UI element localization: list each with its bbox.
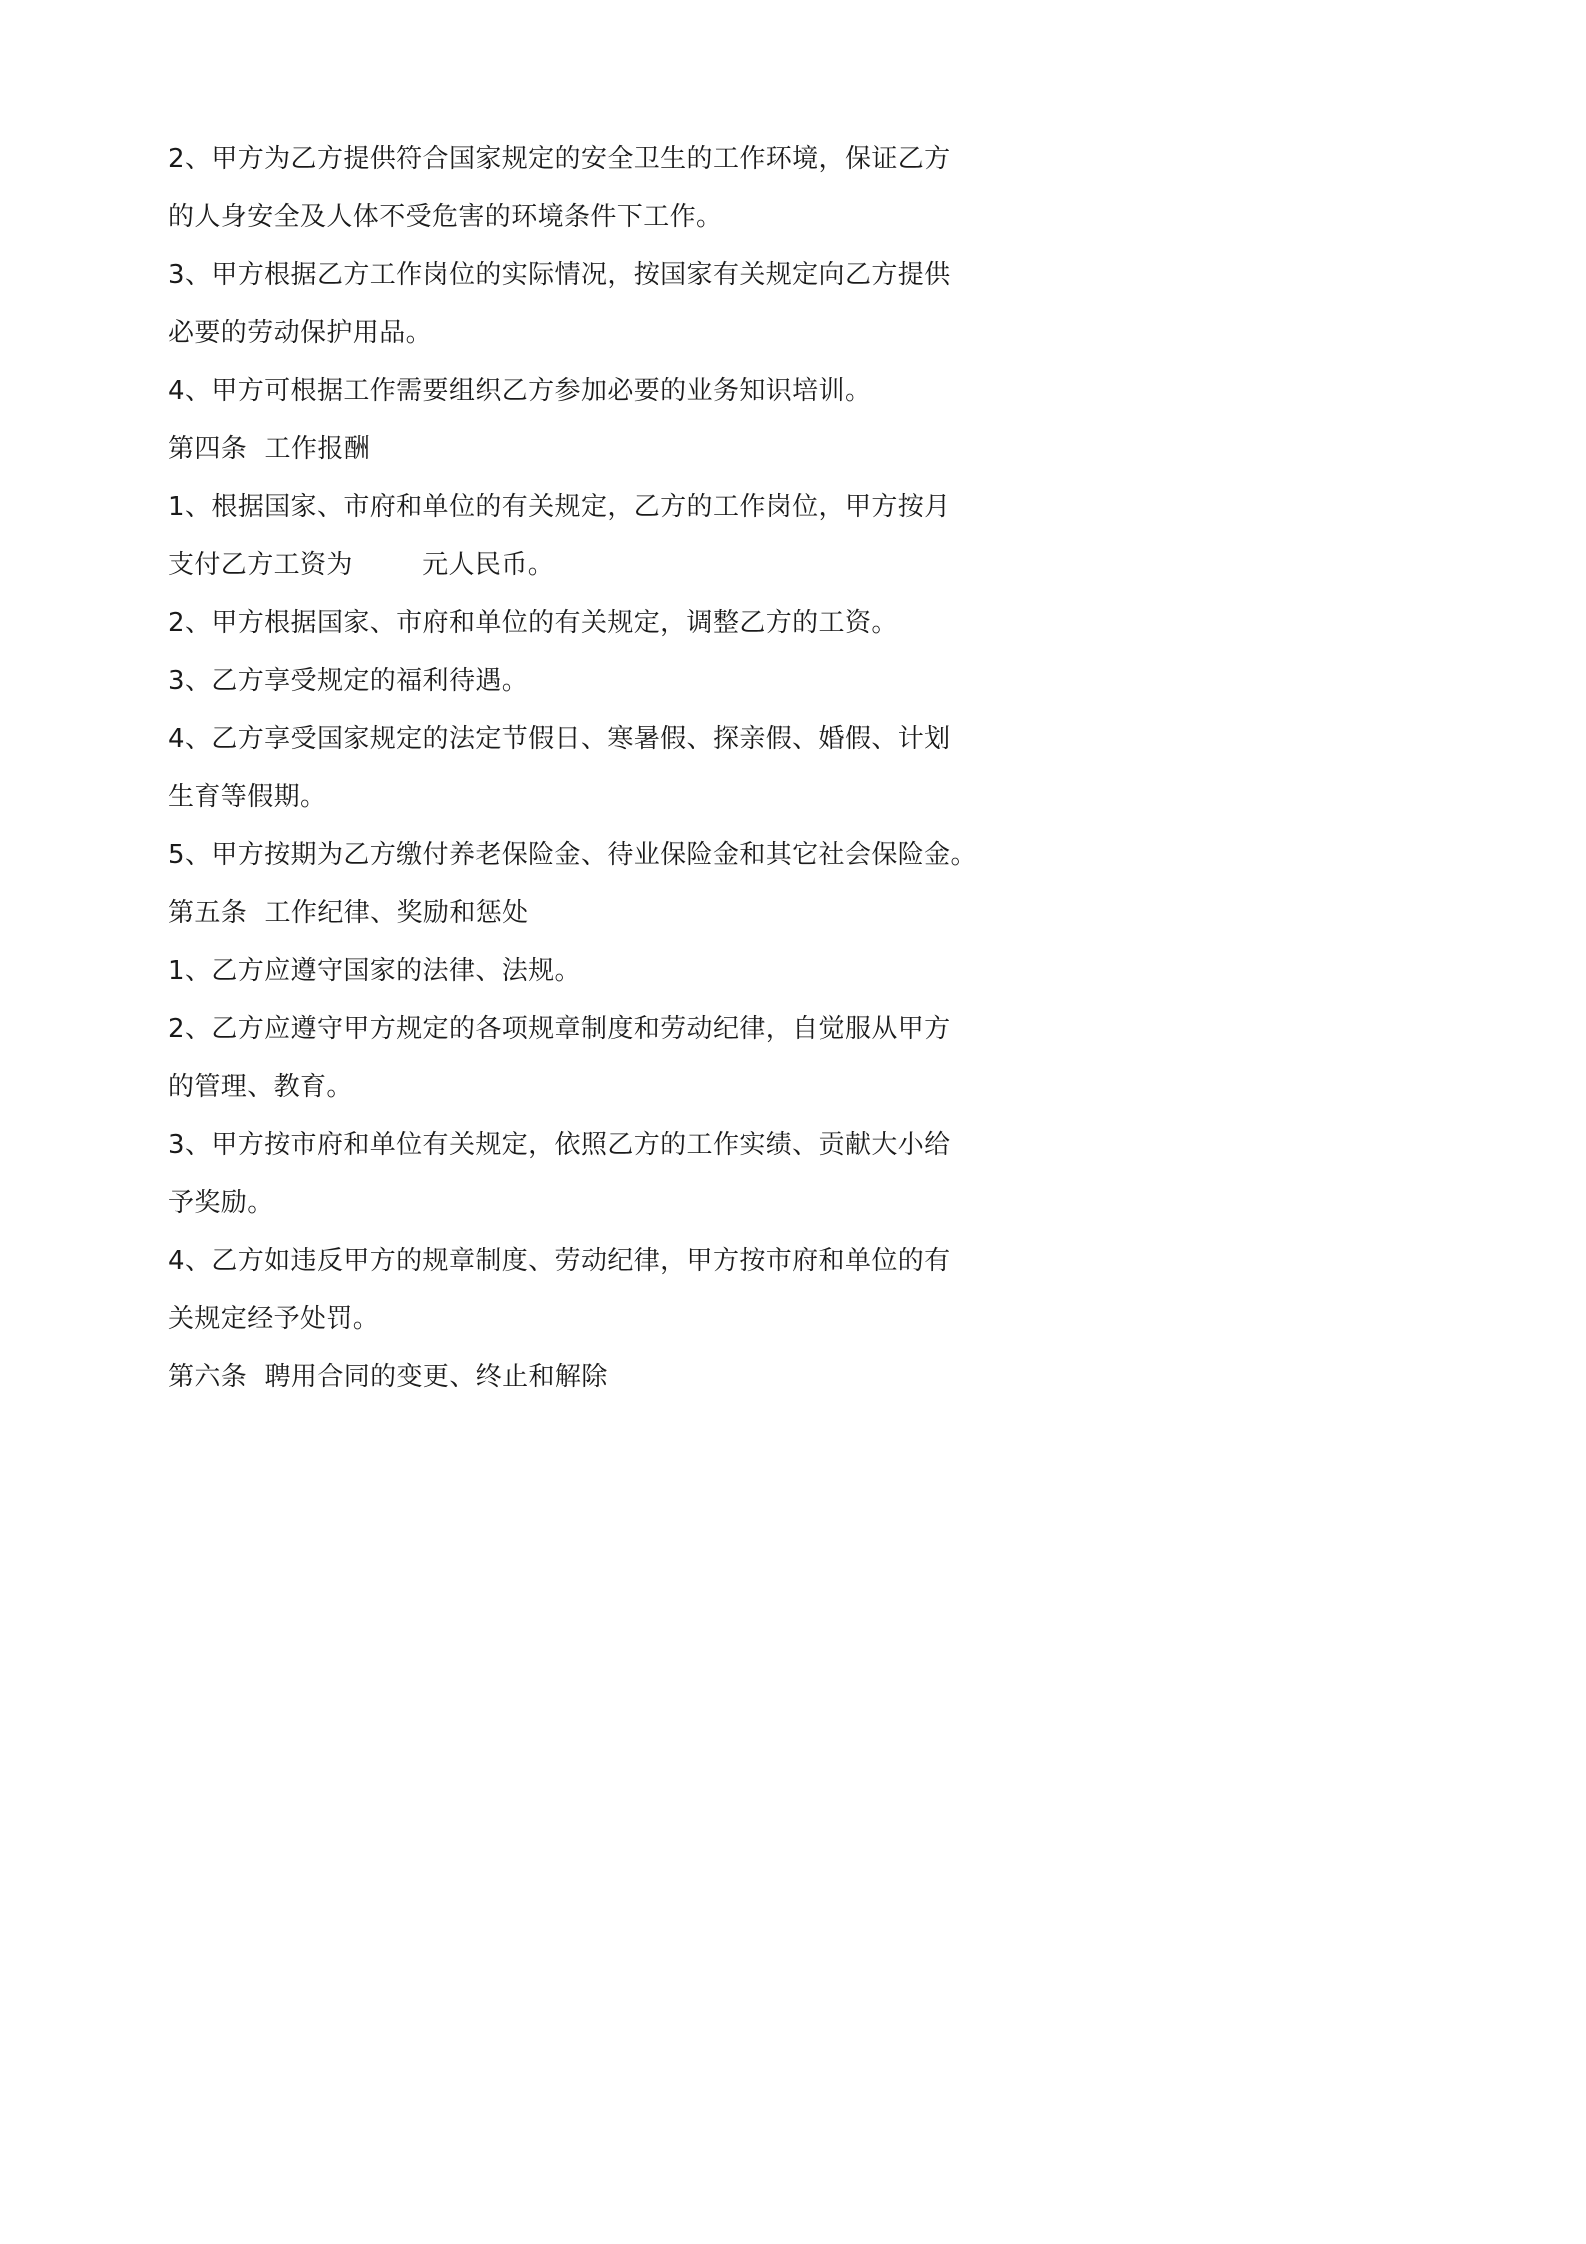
clause-4-item-4-line-2: 生育等假期。: [168, 782, 327, 812]
clause-4-item-5: 5、甲方按期为乙方缴付养老保险金、待业保险金和其它社会保险金。: [168, 840, 977, 870]
clause-6-heading: 第六条 聘用合同的变更、终止和解除: [168, 1362, 608, 1392]
clause-5-item-4-line-1: 4、乙方如违反甲方的规章制度、劳动纪律，甲方按市府和单位的有: [168, 1246, 951, 1276]
clause-3-item-4: 4、甲方可根据工作需要组织乙方参加必要的业务知识培训。: [168, 376, 872, 406]
clause-3-item-2-line-2: 的人身安全及人体不受危害的环境条件下工作。: [168, 202, 723, 232]
clause-4-item-1-line-2: 支付乙方工资为 元人民币。: [168, 550, 555, 580]
clause-4-item-4-line-1: 4、乙方享受国家规定的法定节假日、寒暑假、探亲假、婚假、计划: [168, 724, 951, 754]
clause-5-heading: 第五条 工作纪律、奖励和惩处: [168, 898, 529, 928]
clause-3-item-2-line-1: 2、甲方为乙方提供符合国家规定的安全卫生的工作环境，保证乙方: [168, 144, 951, 174]
clause-4-item-1-line-1: 1、根据国家、市府和单位的有关规定，乙方的工作岗位，甲方按月: [168, 492, 951, 522]
clause-5-item-4-line-2: 关规定经予处罚。: [168, 1304, 380, 1334]
clause-5-item-1: 1、乙方应遵守国家的法律、法规。: [168, 956, 581, 986]
clause-5-item-2-line-1: 2、乙方应遵守甲方规定的各项规章制度和劳动纪律，自觉服从甲方: [168, 1014, 951, 1044]
clause-5-item-2-line-2: 的管理、教育。: [168, 1072, 353, 1102]
clause-5-item-3-line-1: 3、甲方按市府和单位有关规定，依照乙方的工作实绩、贡献大小给: [168, 1130, 951, 1160]
clause-5-item-3-line-2: 予奖励。: [168, 1188, 274, 1218]
clause-3-item-3-line-2: 必要的劳动保护用品。: [168, 318, 433, 348]
clause-4-heading: 第四条 工作报酬: [168, 434, 371, 464]
clause-4-item-2: 2、甲方根据国家、市府和单位的有关规定，调整乙方的工资。: [168, 608, 898, 638]
clause-4-item-3: 3、乙方享受规定的福利待遇。: [168, 666, 529, 696]
clause-3-item-3-line-1: 3、甲方根据乙方工作岗位的实际情况，按国家有关规定向乙方提供: [168, 260, 951, 290]
document-page: [0, 0, 1100, 1556]
